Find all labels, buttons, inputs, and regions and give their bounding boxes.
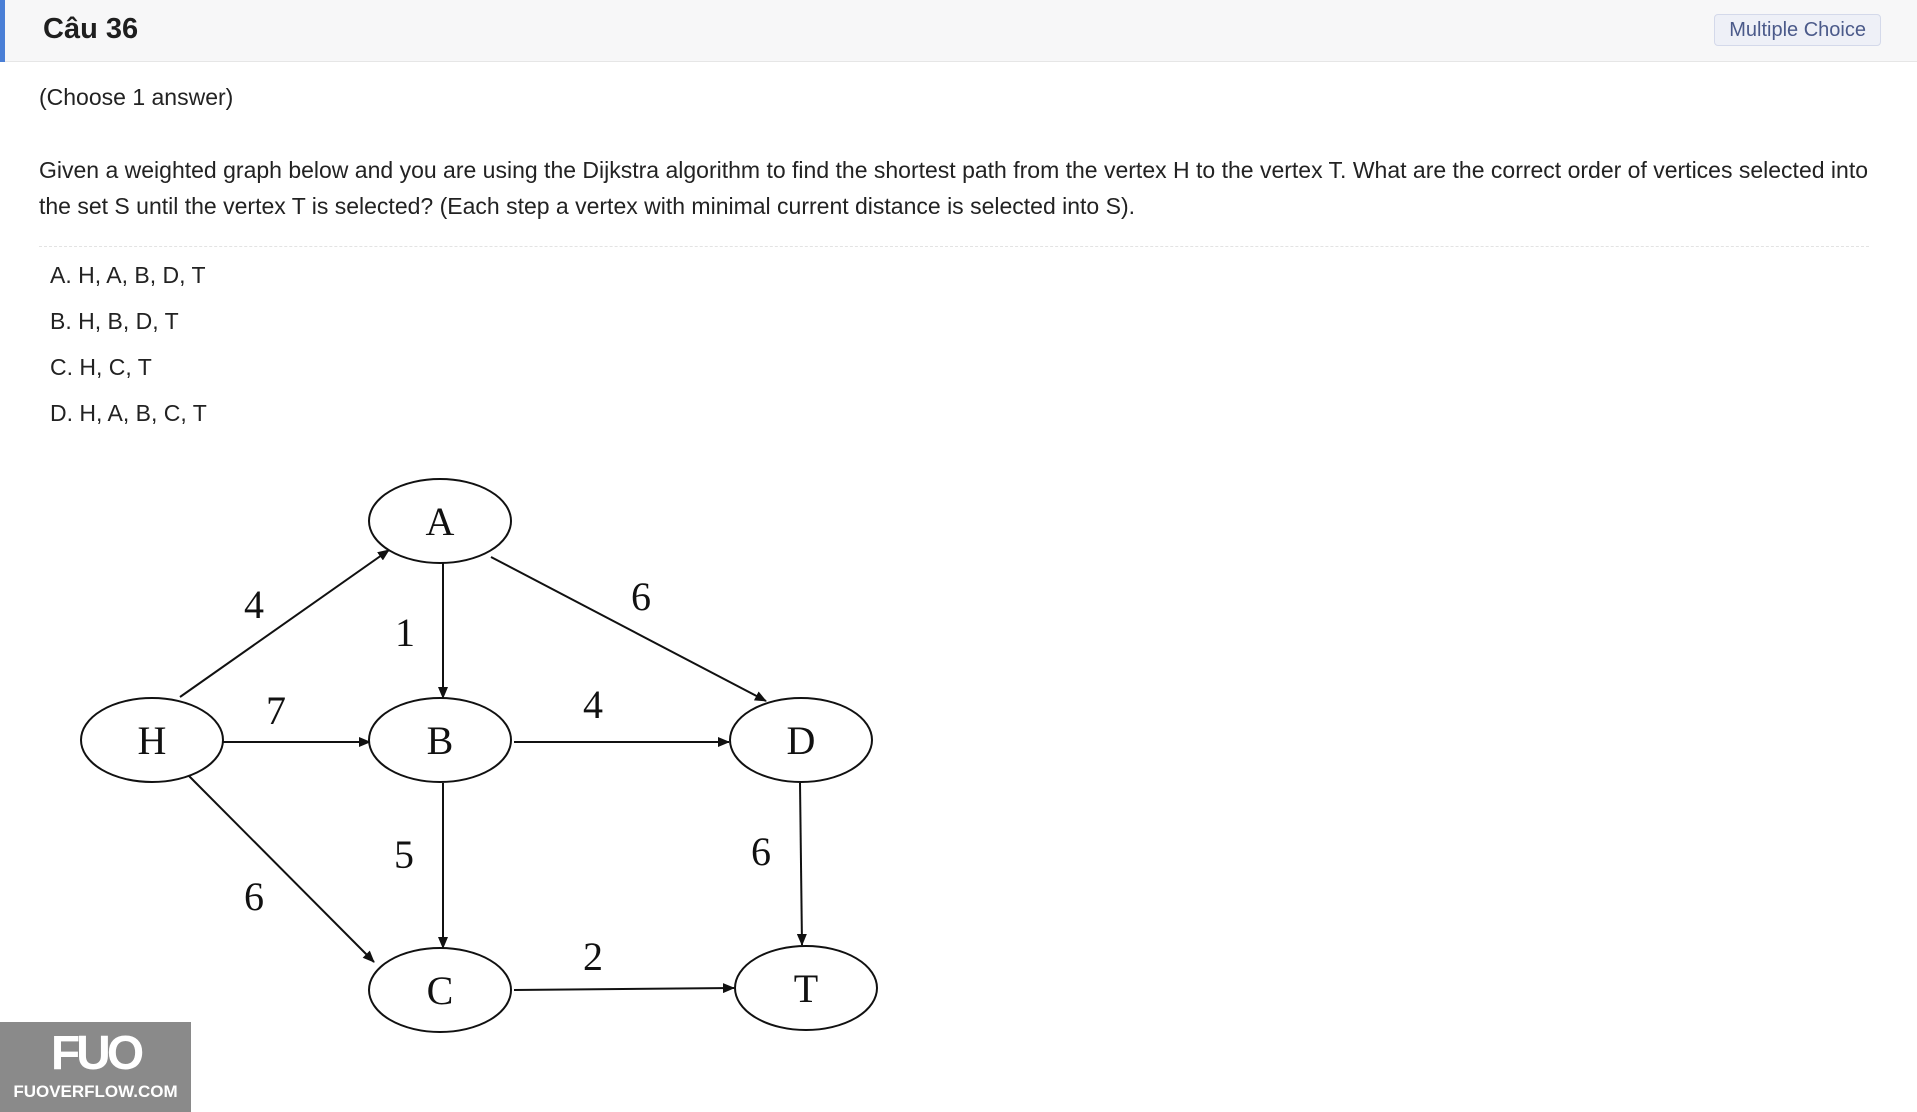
node-label-t: T <box>793 966 819 1011</box>
edge-a-d <box>491 557 766 701</box>
edge-d-t <box>800 783 802 945</box>
question-header <box>0 0 1917 62</box>
node-c <box>369 948 511 1032</box>
answer-instruction: (Choose 1 answer) <box>39 84 234 110</box>
node-label-a: A <box>425 499 455 544</box>
node-label-d: D <box>786 718 816 763</box>
header-accent-bar <box>0 0 5 62</box>
edge-weight-b-c: 5 <box>394 832 414 877</box>
edge-h-c <box>188 775 374 962</box>
option-a[interactable]: A. H, A, B, D, T <box>50 262 206 288</box>
divider <box>39 246 1869 247</box>
edge-weight-h-a: 4 <box>244 582 264 627</box>
edge-weight-h-b: 7 <box>266 688 286 733</box>
edge-weight-d-t: 6 <box>751 829 771 874</box>
site-watermark <box>0 1022 191 1112</box>
edge-c-t <box>514 988 734 990</box>
node-t <box>735 946 877 1030</box>
node-h <box>81 698 223 782</box>
option-d[interactable]: D. H, A, B, C, T <box>50 400 207 426</box>
edge-weight-a-b: 1 <box>395 610 415 655</box>
edge-weight-b-d: 4 <box>583 682 603 727</box>
node-d <box>730 698 872 782</box>
edge-weight-a-d: 6 <box>631 574 651 619</box>
question-text: Given a weighted graph below and you are using the Dijkstra algorithm to find the shortest path from the vertex H to the vertex T. What are the correct order of vertices selected into the set S until the vertex T is selected? (Each step a vertex with minimal current distance is selected into S). <box>39 157 1869 219</box>
edge-h-a <box>180 550 389 697</box>
node-a <box>369 479 511 563</box>
weighted-graph-diagram <box>60 465 890 1045</box>
node-label-b: B <box>426 718 454 763</box>
question-title: Câu 36 <box>43 13 139 45</box>
question-type-badge: Multiple Choice <box>1714 14 1881 46</box>
answer-options <box>50 258 207 442</box>
node-label-h: H <box>137 718 167 763</box>
watermark-site: FUOVERFLOW.COM <box>13 1082 178 1101</box>
option-c[interactable]: C. H, C, T <box>50 354 152 380</box>
node-label-c: C <box>426 968 454 1013</box>
option-b[interactable]: B. H, B, D, T <box>50 308 179 334</box>
node-b <box>369 698 511 782</box>
edge-weight-c-t: 2 <box>583 934 603 979</box>
watermark-logo: FUO <box>50 1027 141 1080</box>
edge-weight-h-c: 6 <box>244 874 264 919</box>
